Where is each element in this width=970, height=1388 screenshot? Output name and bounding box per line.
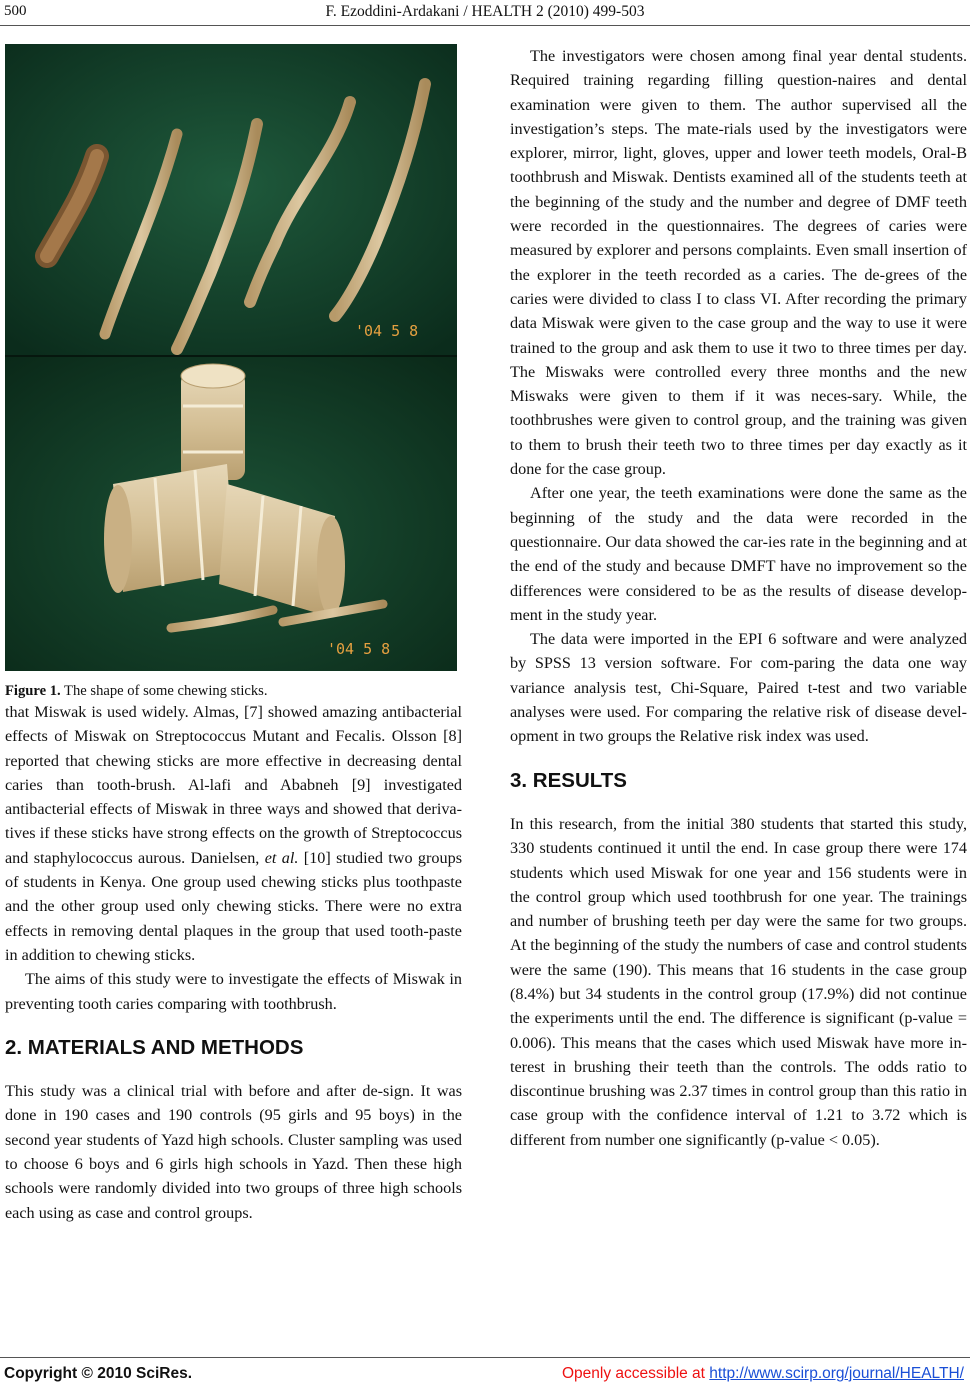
figure-caption-label: Figure 1.	[5, 683, 61, 699]
left-paragraph-1	[5, 700, 462, 967]
figure-caption	[5, 683, 462, 700]
right-column	[510, 44, 967, 1152]
journal-link[interactable]: http://www.scirp.org/journal/HEALTH/	[709, 1365, 964, 1382]
right-paragraph-1: The investigators were chosen among final year dental students. Required training regarding filling question-naires and dental examination were given to them. The author supervised all the investigation’s steps. The mate-rials used by the investigators were explorer, mirror, light, gloves, upper and lower teeth models, Oral-B toothbrush and Miswak. Dentists examined all of the students teeth at the beginning of the study and the number and degree of DMF teeth were recorded in the questionnaires. The degrees of caries were measured by explorer and persons complaints. Even small insertion of the explorer in the teeth recorded as a caries. The de-grees of the caries were divided to class I to class VI. After recording the primary data Miswak were given to the case group and the way to use it were trained to the group and ask them to use it two to three times per day. The Miswaks were controlled every three months and the new Miswaks were given to them if it was neces-sary. While, the toothbrushes were given to control group, and the training was given to them to brush their teeth two to three times per day exactly as it done for the case group.	[510, 47, 967, 479]
access-text: Openly accessible at	[561, 1365, 710, 1382]
right-paragraph-3: The data were imported in the EPI 6 software and were analyzed by SPSS 13 version software. For com-paring the data one way variance analysis test, Chi-Square, Paired t-test and two variable analyses were used. For comparing the relative risk of disease devel-opment in two groups the Relative risk index was used.	[510, 630, 967, 746]
right-paragraph-2: After one year, the teeth examinations were done the same as the beginning of the study and the data were recorded in the questionnaire. Our data showed the car-ies rate in the beginning and at the end of the study and because DMFT have no improvement so the differences were considered to be as the results of disease develop-ment in the study year.	[510, 484, 967, 624]
right-paragraph-4: In this research, from the initial 380 students that started this study, 330 students continued it until the end. In case group there were 174 students which used Miswak for one year and 156 students were in the control group which used toothbrush for one year. The trainings and number of brushing teeth per day were the same for two groups. At the beginning of the study the numbers of case and control students were the same (190). This means that 16 students in the case group (8.4%) but 34 students in the control group (17.9%) did not continue the experiments until the end. The difference is significant (p-value = 0.006). This means that the cases which used Miswak have more in-terest in brushing their teeth than the controls. The odds ratio to discontinue brushing was 2.37 times in control group than this ratio in case group with the confidence interval of 1.21 to 3.72 which is different from number one significantly (p-value < 0.05).	[510, 814, 967, 1149]
bundle-left	[104, 464, 235, 593]
section-heading-methods: 2. MATERIALS AND METHODS	[5, 1035, 304, 1059]
left-paragraph-1-text-a: that Miswak is used widely. Almas, [7] showed amazing antibacterial effects of Miswak on Streptococcus Mutant and Fecalis. Olsson [8] reported that chewing sticks are more effective in decreasing dental caries than tooth-brush. Al-lafi and Ababneh [9] investigated antibacterial effects of Miswak in three ways and showed that deriva-tives if these sticks have strong effects on the growth of Streptococcus and staphylococcus aurous. Danielsen,	[5, 703, 462, 867]
left-paragraph-1-et-al: et al.	[264, 848, 299, 867]
left-column	[5, 700, 462, 1225]
left-paragraph-2: The aims of this study were to investigate the effects of Miswak in preventing tooth caries comparing with toothbrush.	[5, 970, 462, 1013]
figure-caption-text: The shape of some chewing sticks.	[60, 683, 268, 699]
bundle-upright	[181, 364, 245, 480]
page-number: 500	[4, 3, 27, 19]
left-paragraph-3: This study was a clinical trial with before and after de-sign. It was done in 190 cases and 190 controls (95 girls and 95 boys) in the second year students of Yazd high schools. Cluster sampling was used to choose 6 boys and 6 girls high schools in Yazd. Then these high schools were randomly divided into two groups of three high schools each using as case and control groups.	[5, 1082, 462, 1222]
footer-rule	[0, 1357, 970, 1358]
left-paragraph-1-text-b: [10] studied two groups of students in Kenya. One group used chewing sticks plus toothpaste and the other group used only chewing sticks. There were no extra effects in removing dental plaques in the group that used tooth-paste in addition to chewing sticks.	[5, 848, 462, 964]
header-rule	[0, 25, 970, 26]
access-notice	[562, 1365, 964, 1383]
section-heading-results: 3. RESULTS	[510, 768, 627, 792]
date-stamp-top: '04 5 8	[355, 322, 419, 340]
date-stamp-bottom: '04 5 8	[327, 640, 391, 658]
chewing-sticks-photo	[5, 44, 457, 671]
running-title: F. Ezoddini-Ardakani / HEALTH 2 (2010) 499-503	[325, 3, 645, 20]
copyright-notice: Copyright © 2010 SciRes.	[4, 1365, 193, 1382]
